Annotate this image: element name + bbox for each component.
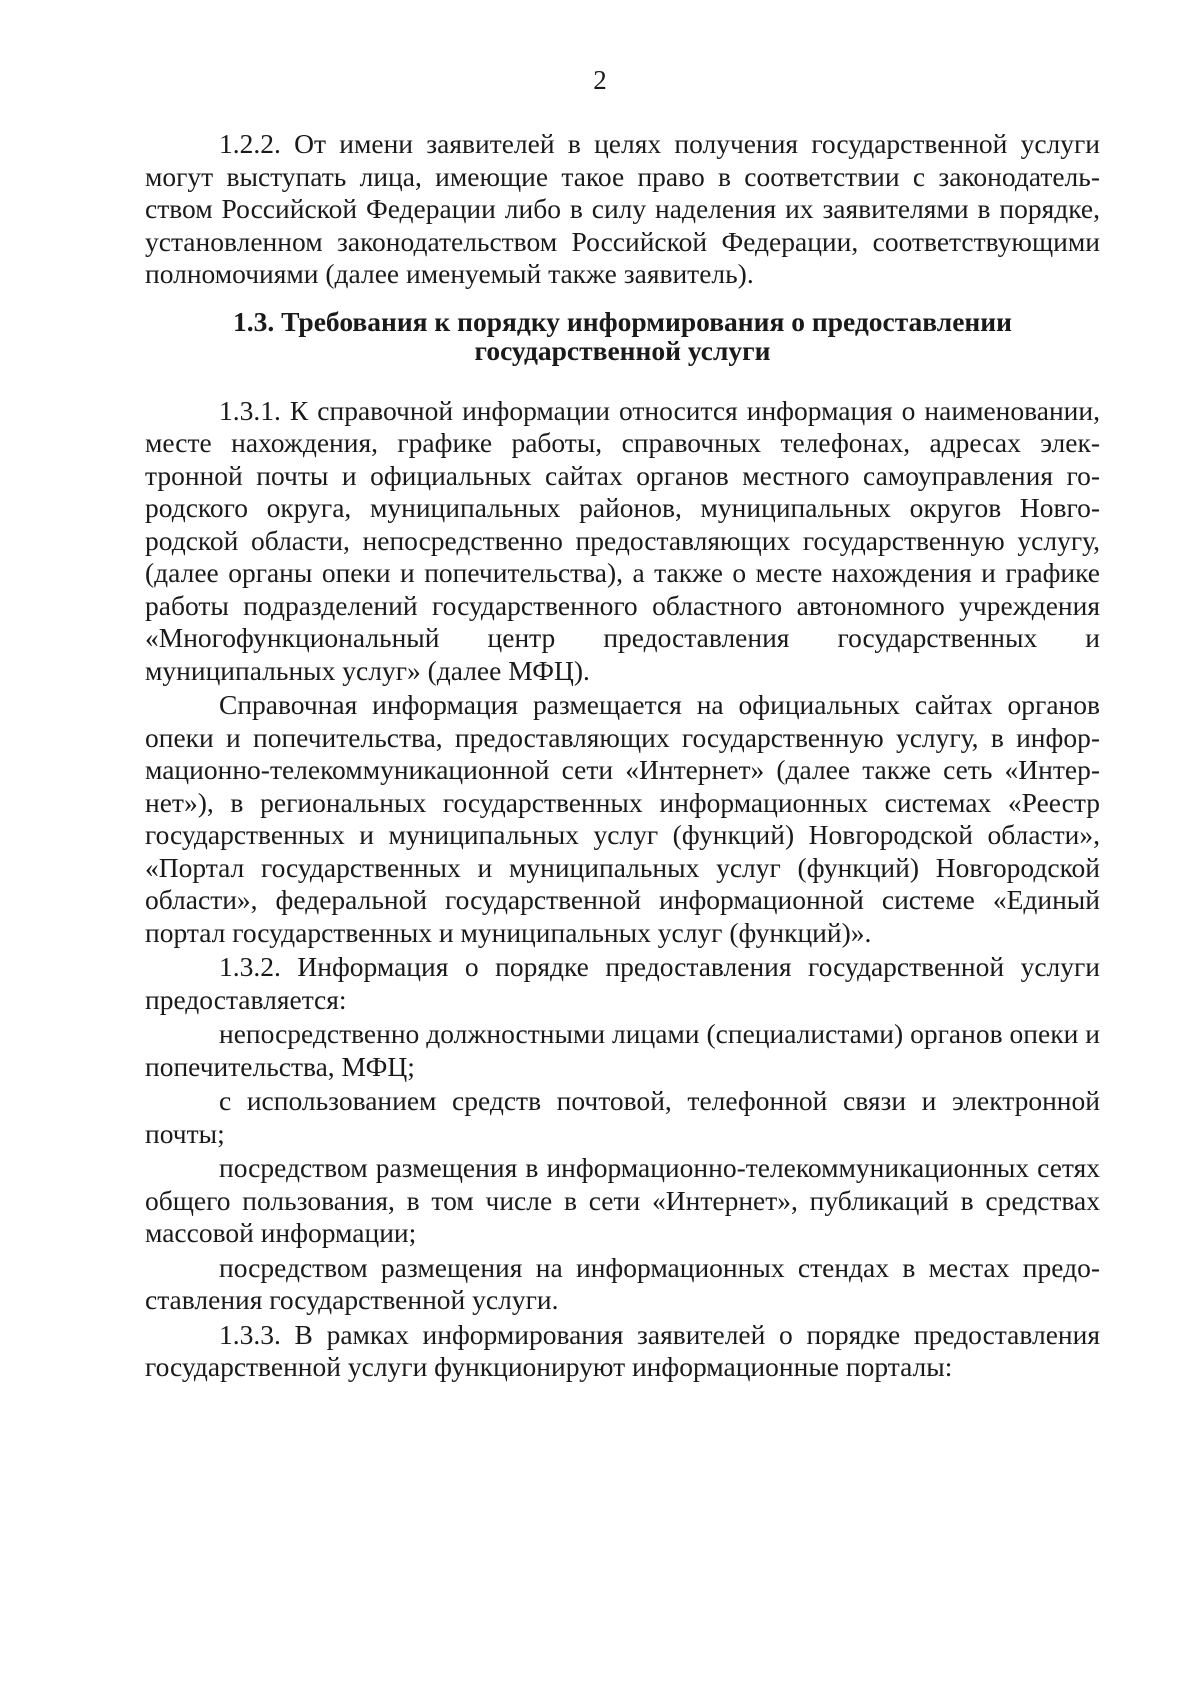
document-body — [145, 128, 1100, 1384]
list-item-public-networks: посредством размещения в информационно-телекоммуникационных сетях общего пользования, в том числе в сети «Интернет», публикаций в средствах массовой информации; — [145, 1152, 1100, 1248]
paragraph-1-2-2: 1.2.2. От имени заявителей в целях получения государственной услуги могут выступать лица, имеющие такое право в соответствии с законодательством Российской Федерации либо в силу наделения их заявителями в порядке, установленном законодательством Российской Федерации, соответствующими полномочиями (далее именуемый также заявитель). — [145, 128, 1100, 289]
list-item-postal-phone-email: с использованием средств почтовой, телефонной связи и электронной почты; — [145, 1085, 1100, 1149]
paragraph-1-3-2: 1.3.2. Информация о порядке предоставления государственной услуги предоставляется: — [145, 951, 1100, 1015]
section-heading-line-2: государственной услуги — [474, 334, 771, 366]
list-item-info-stands: посредством размещения на информационных стендах в местах предоставления государственной услуги. — [145, 1251, 1100, 1315]
paragraph-reference-info-placement: Справочная информация размещается на официальных сайтах органов опеки и попечительства, предоставляющих государственную услугу, в информационно-телекоммуникационной сети «Интернет» (далее также сеть «Интернет»), в региональных государственных информационных системах «Реестр государственных и муниципальных услуг (функций) Новгородской области», «Портал государственных и муниципальных услуг (функций) Новгородской области», федеральной государственной информационной системе «Единый портал государственных и муниципальных услуг (функций)». — [145, 689, 1100, 948]
section-heading-line-1: 1.3. Требования к порядку информирования о предоставлении — [233, 305, 1012, 337]
section-heading-1-3 — [145, 307, 1100, 365]
list-item-officials: непосредственно должностными лицами (специалистами) органов опеки и попечительства, МФЦ; — [145, 1018, 1100, 1082]
page-number: 2 — [593, 65, 607, 95]
paragraph-1-3-3: 1.3.3. В рамках информирования заявителей о порядке предоставления государственной услуги функционируют информационные порталы: — [145, 1318, 1100, 1382]
paragraph-1-3-1: 1.3.1. К справочной информации относится информация о наименовании, месте нахождения, графике работы, справочных телефонах, адресах электронной почты и официальных сайтах органов местного самоуправления городского округа, муниципальных районов, муниципальных округов Новгородской области, непосредственно предоставляющих государственную услугу, (далее органы опеки и попечительства), а также о месте нахождения и графике работы подразделений государственного областного автономного учреждения «Многофункциональный центр предоставления государственных и муниципальных услуг» (далее МФЦ). — [145, 394, 1100, 686]
